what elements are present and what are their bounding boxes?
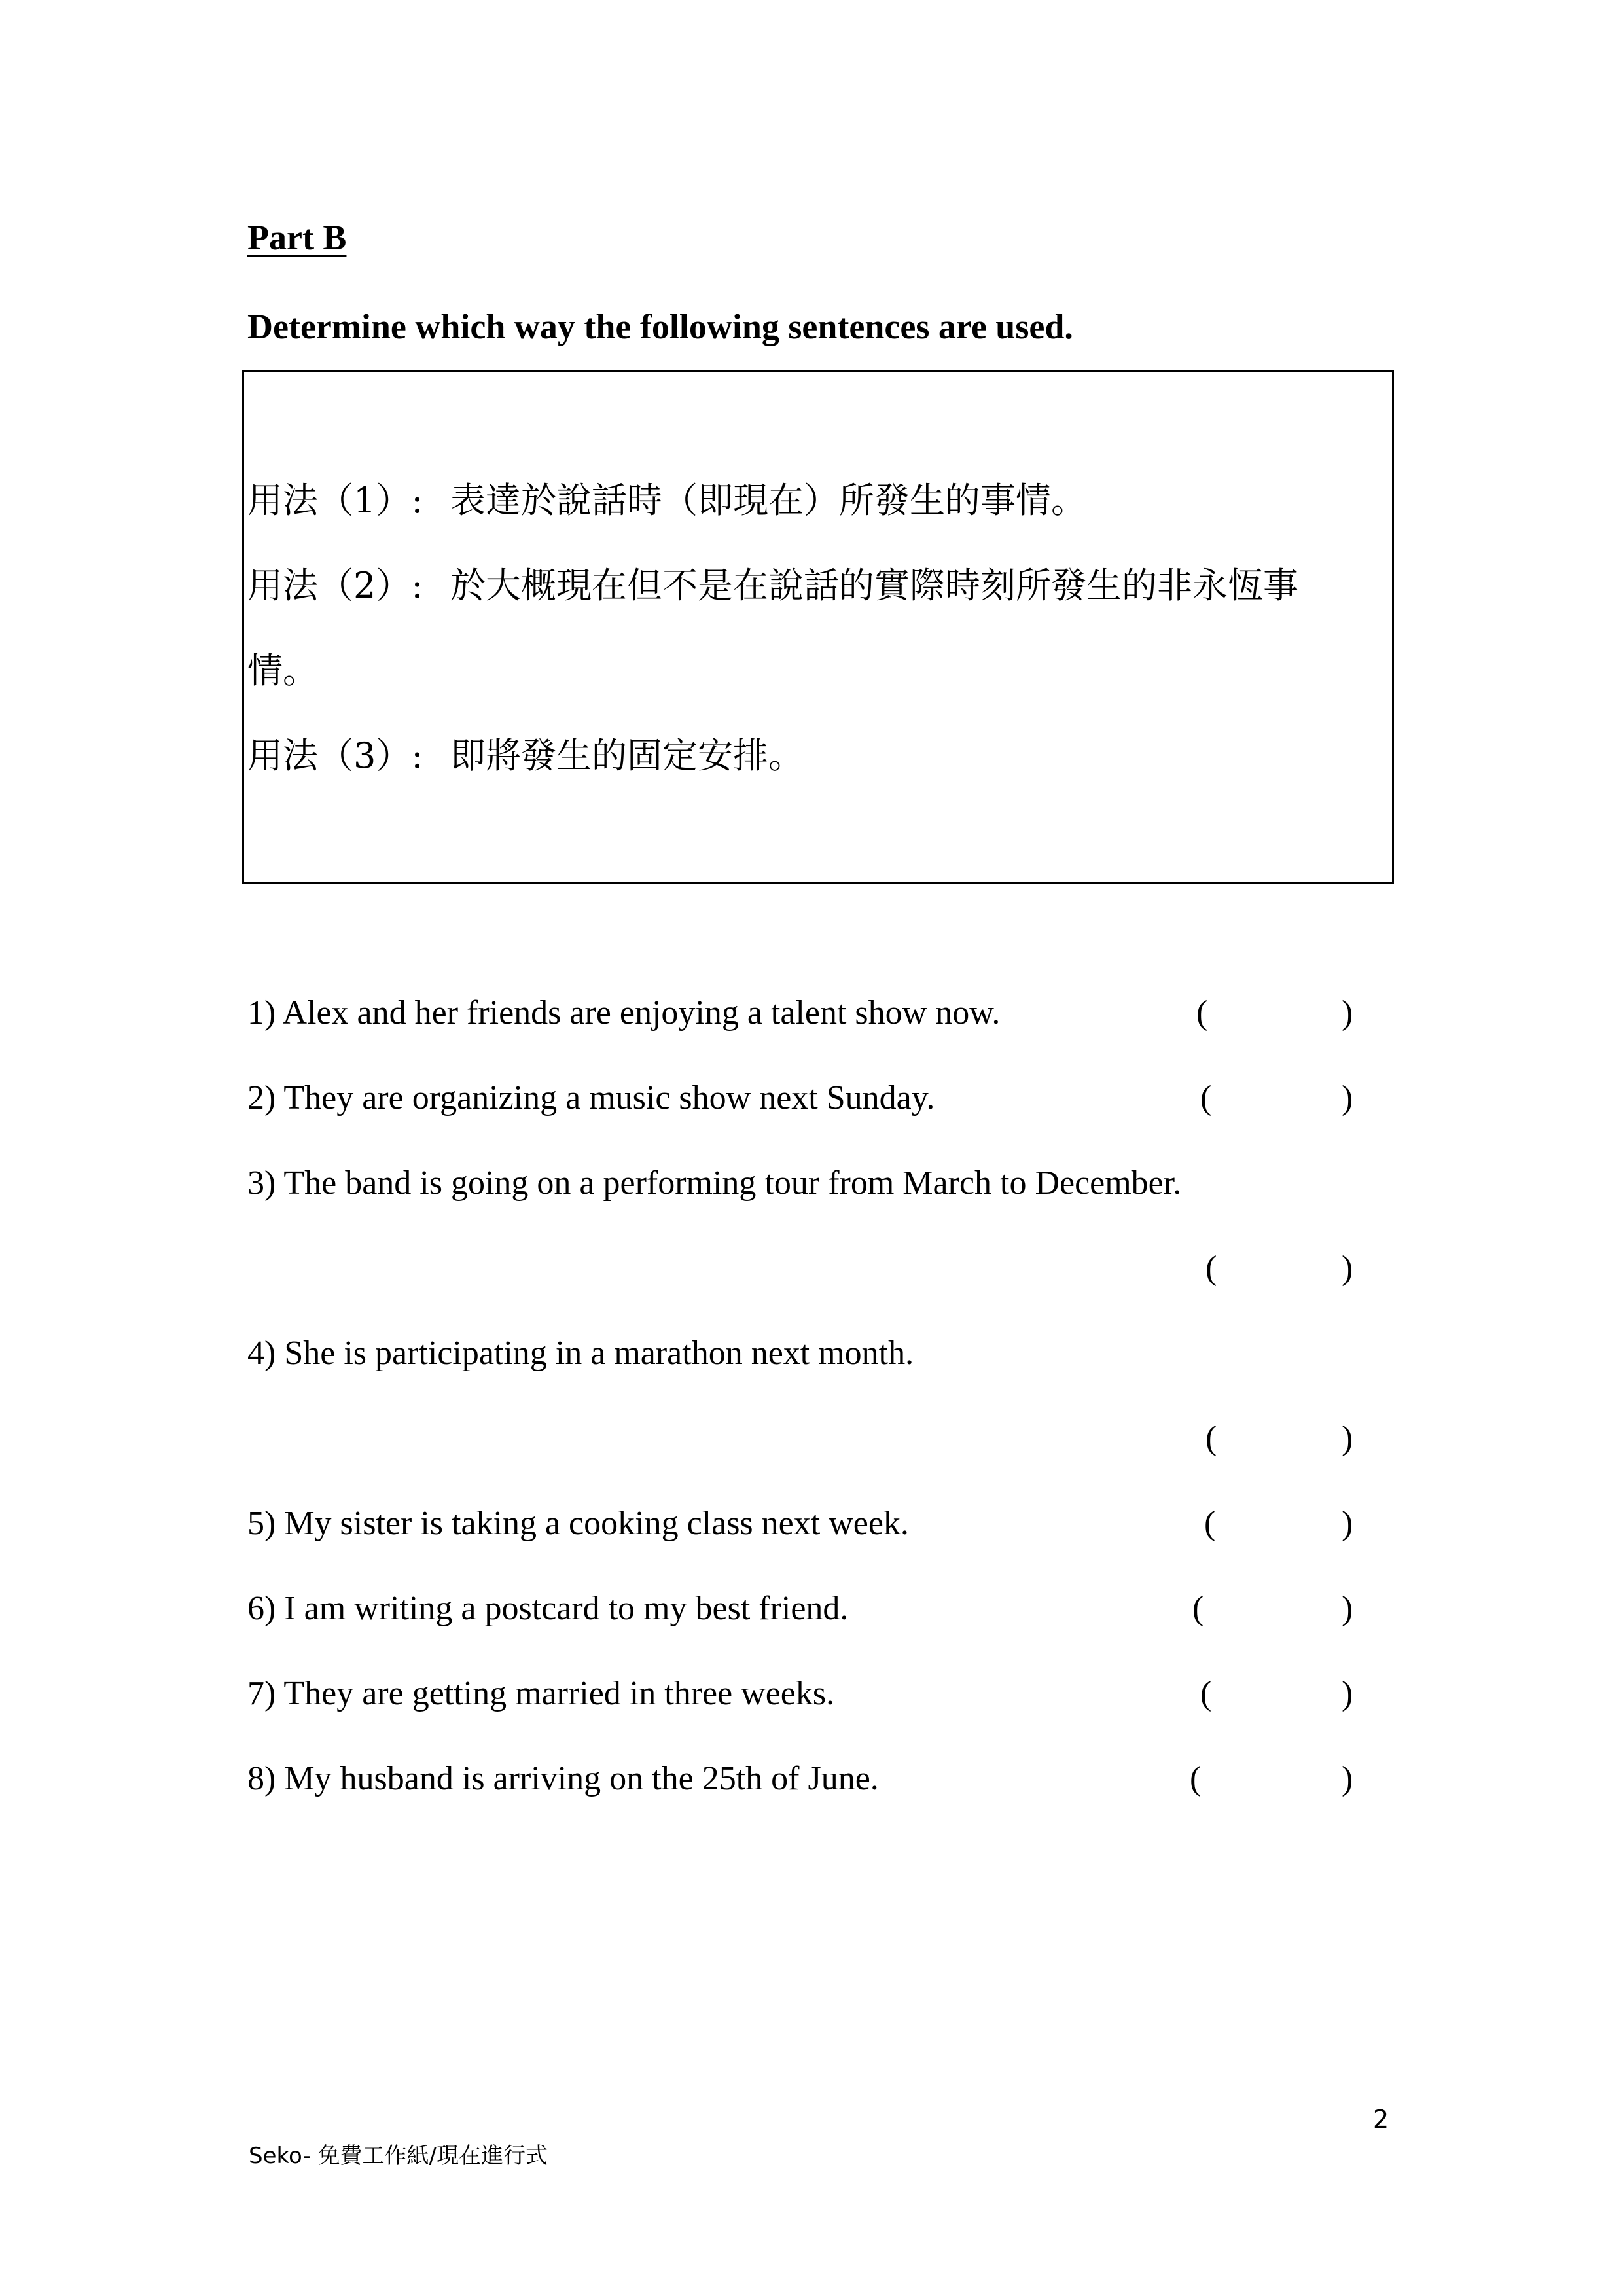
- usage-label: 用法（1）:: [247, 480, 423, 521]
- answer-paren-close: ): [1342, 1079, 1353, 1117]
- answer-paren-open: (: [1200, 1675, 1212, 1712]
- answer-paren-open: (: [1190, 1760, 1202, 1797]
- answer-paren-open: (: [1192, 1590, 1204, 1627]
- instruction: Determine which way the following sentences are used.: [247, 307, 1073, 346]
- answer-paren-close: ): [1342, 1590, 1353, 1627]
- question-7: 7) They are getting married in three weeks.: [247, 1675, 835, 1712]
- usage-text: 表達於說話時（即現在）所發生的事情。: [450, 480, 1086, 521]
- part-title: Part B: [247, 218, 347, 257]
- answer-paren-open: (: [1200, 1079, 1212, 1117]
- usage-box: [242, 370, 1394, 884]
- answer-paren-close: ): [1342, 1249, 1353, 1287]
- question-8: 8) My husband is arriving on the 25th of June.: [247, 1760, 879, 1797]
- usage-3: [247, 728, 804, 778]
- question-2: 2) They are organizing a music show next Sunday.: [247, 1079, 935, 1117]
- answer-paren-close: ): [1342, 1420, 1353, 1457]
- footer-text: Seko- 免費工作紙/現在進行式: [249, 2143, 548, 2169]
- question-5: 5) My sister is taking a cooking class next week.: [247, 1505, 909, 1542]
- usage-text: 於大概現在但不是在說話的實際時刻所發生的非永恆事: [450, 565, 1298, 606]
- usage-2-continuation: 情。: [247, 650, 318, 691]
- usage-label: 用法（3）:: [247, 735, 423, 776]
- answer-paren-open: (: [1196, 994, 1208, 1031]
- answer-paren-open: (: [1205, 1420, 1217, 1457]
- question-3: 3) The band is going on a performing tour from March to December.: [247, 1164, 1182, 1202]
- answer-paren-close: ): [1342, 1675, 1353, 1712]
- answer-paren-close: ): [1342, 1505, 1353, 1542]
- answer-paren-close: ): [1342, 994, 1353, 1031]
- question-4: 4) She is participating in a marathon next month.: [247, 1335, 914, 1372]
- answer-paren-open: (: [1204, 1505, 1216, 1542]
- question-6: 6) I am writing a postcard to my best friend.: [247, 1590, 849, 1627]
- usage-label: 用法（2）:: [247, 565, 423, 606]
- answer-paren-close: ): [1342, 1760, 1353, 1797]
- question-1: 1) Alex and her friends are enjoying a talent show now.: [247, 994, 1001, 1031]
- page-number: 2: [1373, 2105, 1389, 2134]
- usage-text: 即將發生的固定安排。: [450, 735, 804, 776]
- answer-paren-open: (: [1205, 1249, 1217, 1287]
- usage-2: [247, 558, 1298, 608]
- usage-1: [247, 473, 1086, 523]
